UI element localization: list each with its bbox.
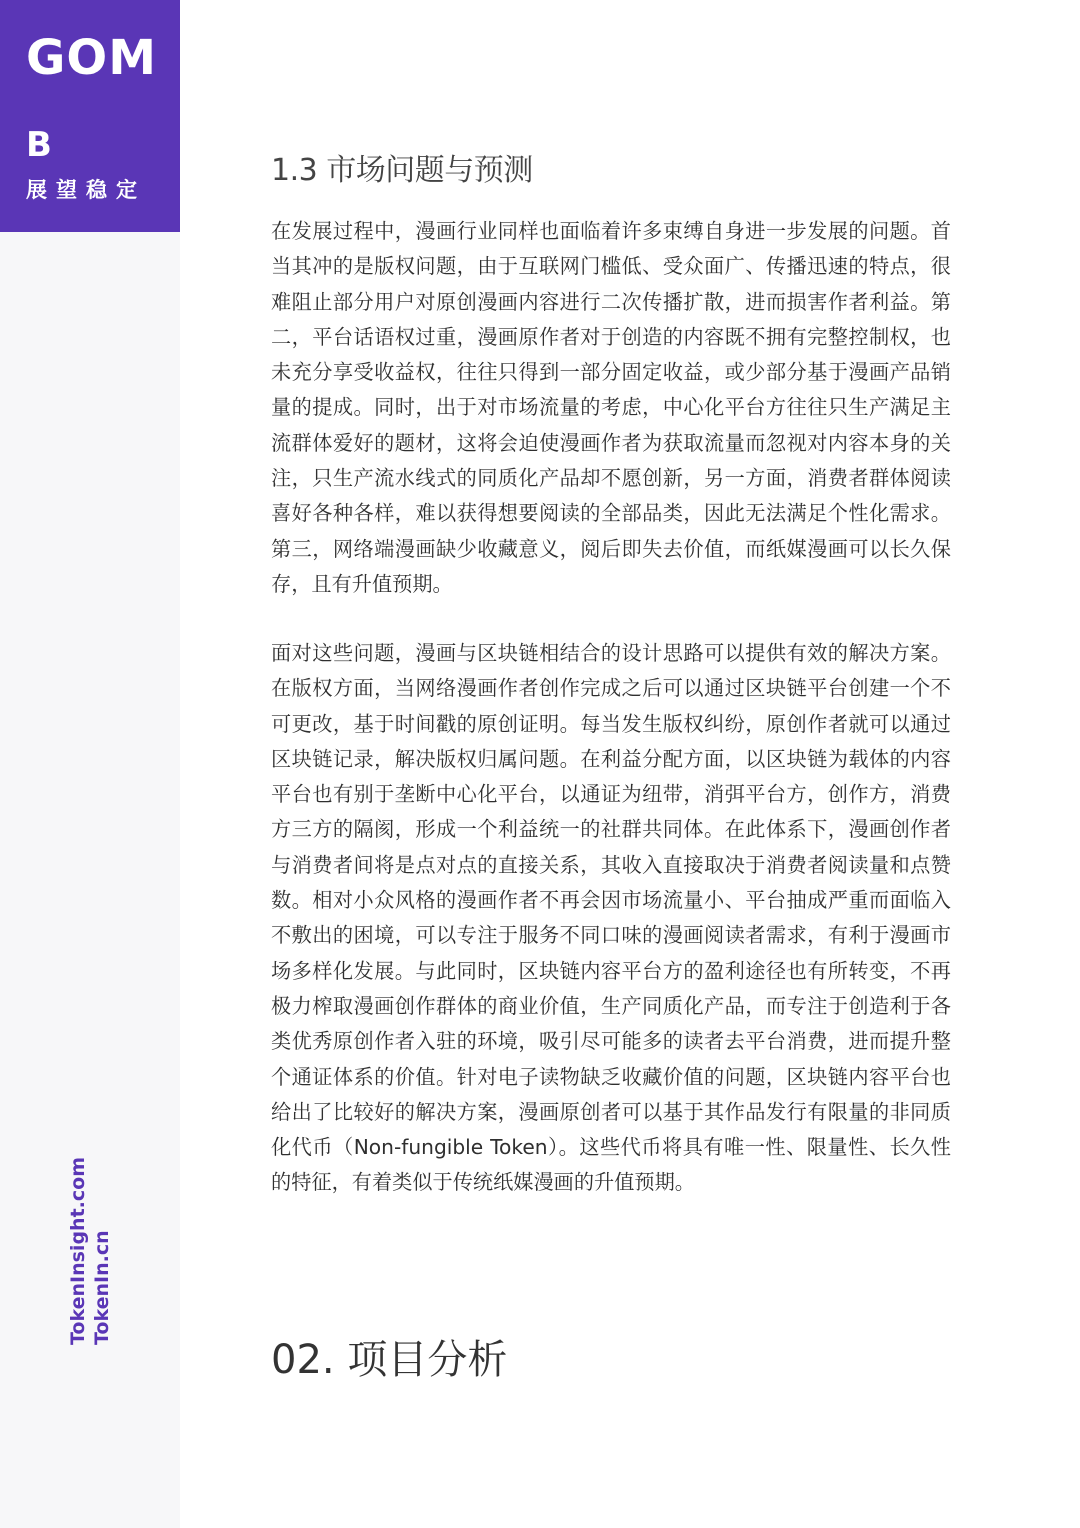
site-tokenin: TokenIn.cn [91,1230,113,1345]
paragraph: 在发展过程中，漫画行业同样也面临着许多束缚自身进一步发展的问题。首当其冲的是版权问题，由于互联网门槛低、受众面广、传播迅速的特点，很难阻止部分用户对原创漫画内容进行二次传播扩散，进而损害作者利益。第二，平台话语权过重，漫画原作者对于创造的内容既不拥有完整控制权，也未充分享受收益权，往往只得到一部分固定收益，或少部分基于漫画产品销量的提成。同时，出于对市场流量的考虑，中心化平台方往往只生产满足主流群体爱好的题材，这将会迫使漫画作者为获取流量而忽视对内容本身的关注，只生产流水线式的同质化产品却不愿创新，另一方面，消费者群体阅读喜好各种各样，难以获得想要阅读的全部品类，因此无法满足个性化需求。第三，网络端漫画缺少收藏意义，阅后即失去价值，而纸媒漫画可以长久保存，且有升值预期。 [271,219,951,596]
vertical-site-links [66,1145,126,1345]
brand-name: GOM [26,30,157,86]
paragraph: 面对这些问题，漫画与区块链相结合的设计思路可以提供有效的解决方案。在版权方面，当网络漫画作者创作完成之后可以通过区块链平台创建一个不可更改，基于时间戳的原创证明。每当发生版权纠纷，原创作者就可以通过区块链记录，解决版权归属问题。在利益分配方面，以区块链为载体的内容平台也有别于垄断中心化平台，以通证为纽带，消弭平台方，创作方，消费方三方的隔阂，形成一个利益统一的社群共同体。在此体系下，漫画创作者与消费者间将是点对点的直接关系，其收入直接取决于消费者阅读量和点赞数。相对小众风格的漫画作者不再会因市场流量小、平台抽成严重而面临入不敷出的困境，可以专注于服务不同口味的漫画阅读者需求，有利于漫画市场多样化发展。与此同时，区块链内容平台方的盈利途径也有所转变，不再极力榨取漫画创作群体的商业价值，生产同质化产品，而专注于创造利于各类优秀原创作者入驻的环境，吸引尽可能多的读者去平台消费，进而提升整个通证体系的价值。针对电子读物缺乏收藏价值的问题，区块链内容平台也给出了比较好的解决方案，漫画原创者可以基于其作品发行有限量的非同质化代币（Non-fungible Token）。这些代币将具有唯一性、限量性、长久性的特征，有着类似于传统纸媒漫画的升值预期。 [271,641,951,1195]
sidebar [0,0,180,1528]
section-title: 1.3 市场问题与预测 [271,153,533,188]
brand-name-continued: B [26,125,52,165]
brand-box [0,0,180,232]
chapter-title: 02. 项目分析 [271,1337,508,1383]
brand-rating: 展望稳定 [26,178,146,202]
site-tokeninsight: TokenInsight.com [67,1157,89,1345]
